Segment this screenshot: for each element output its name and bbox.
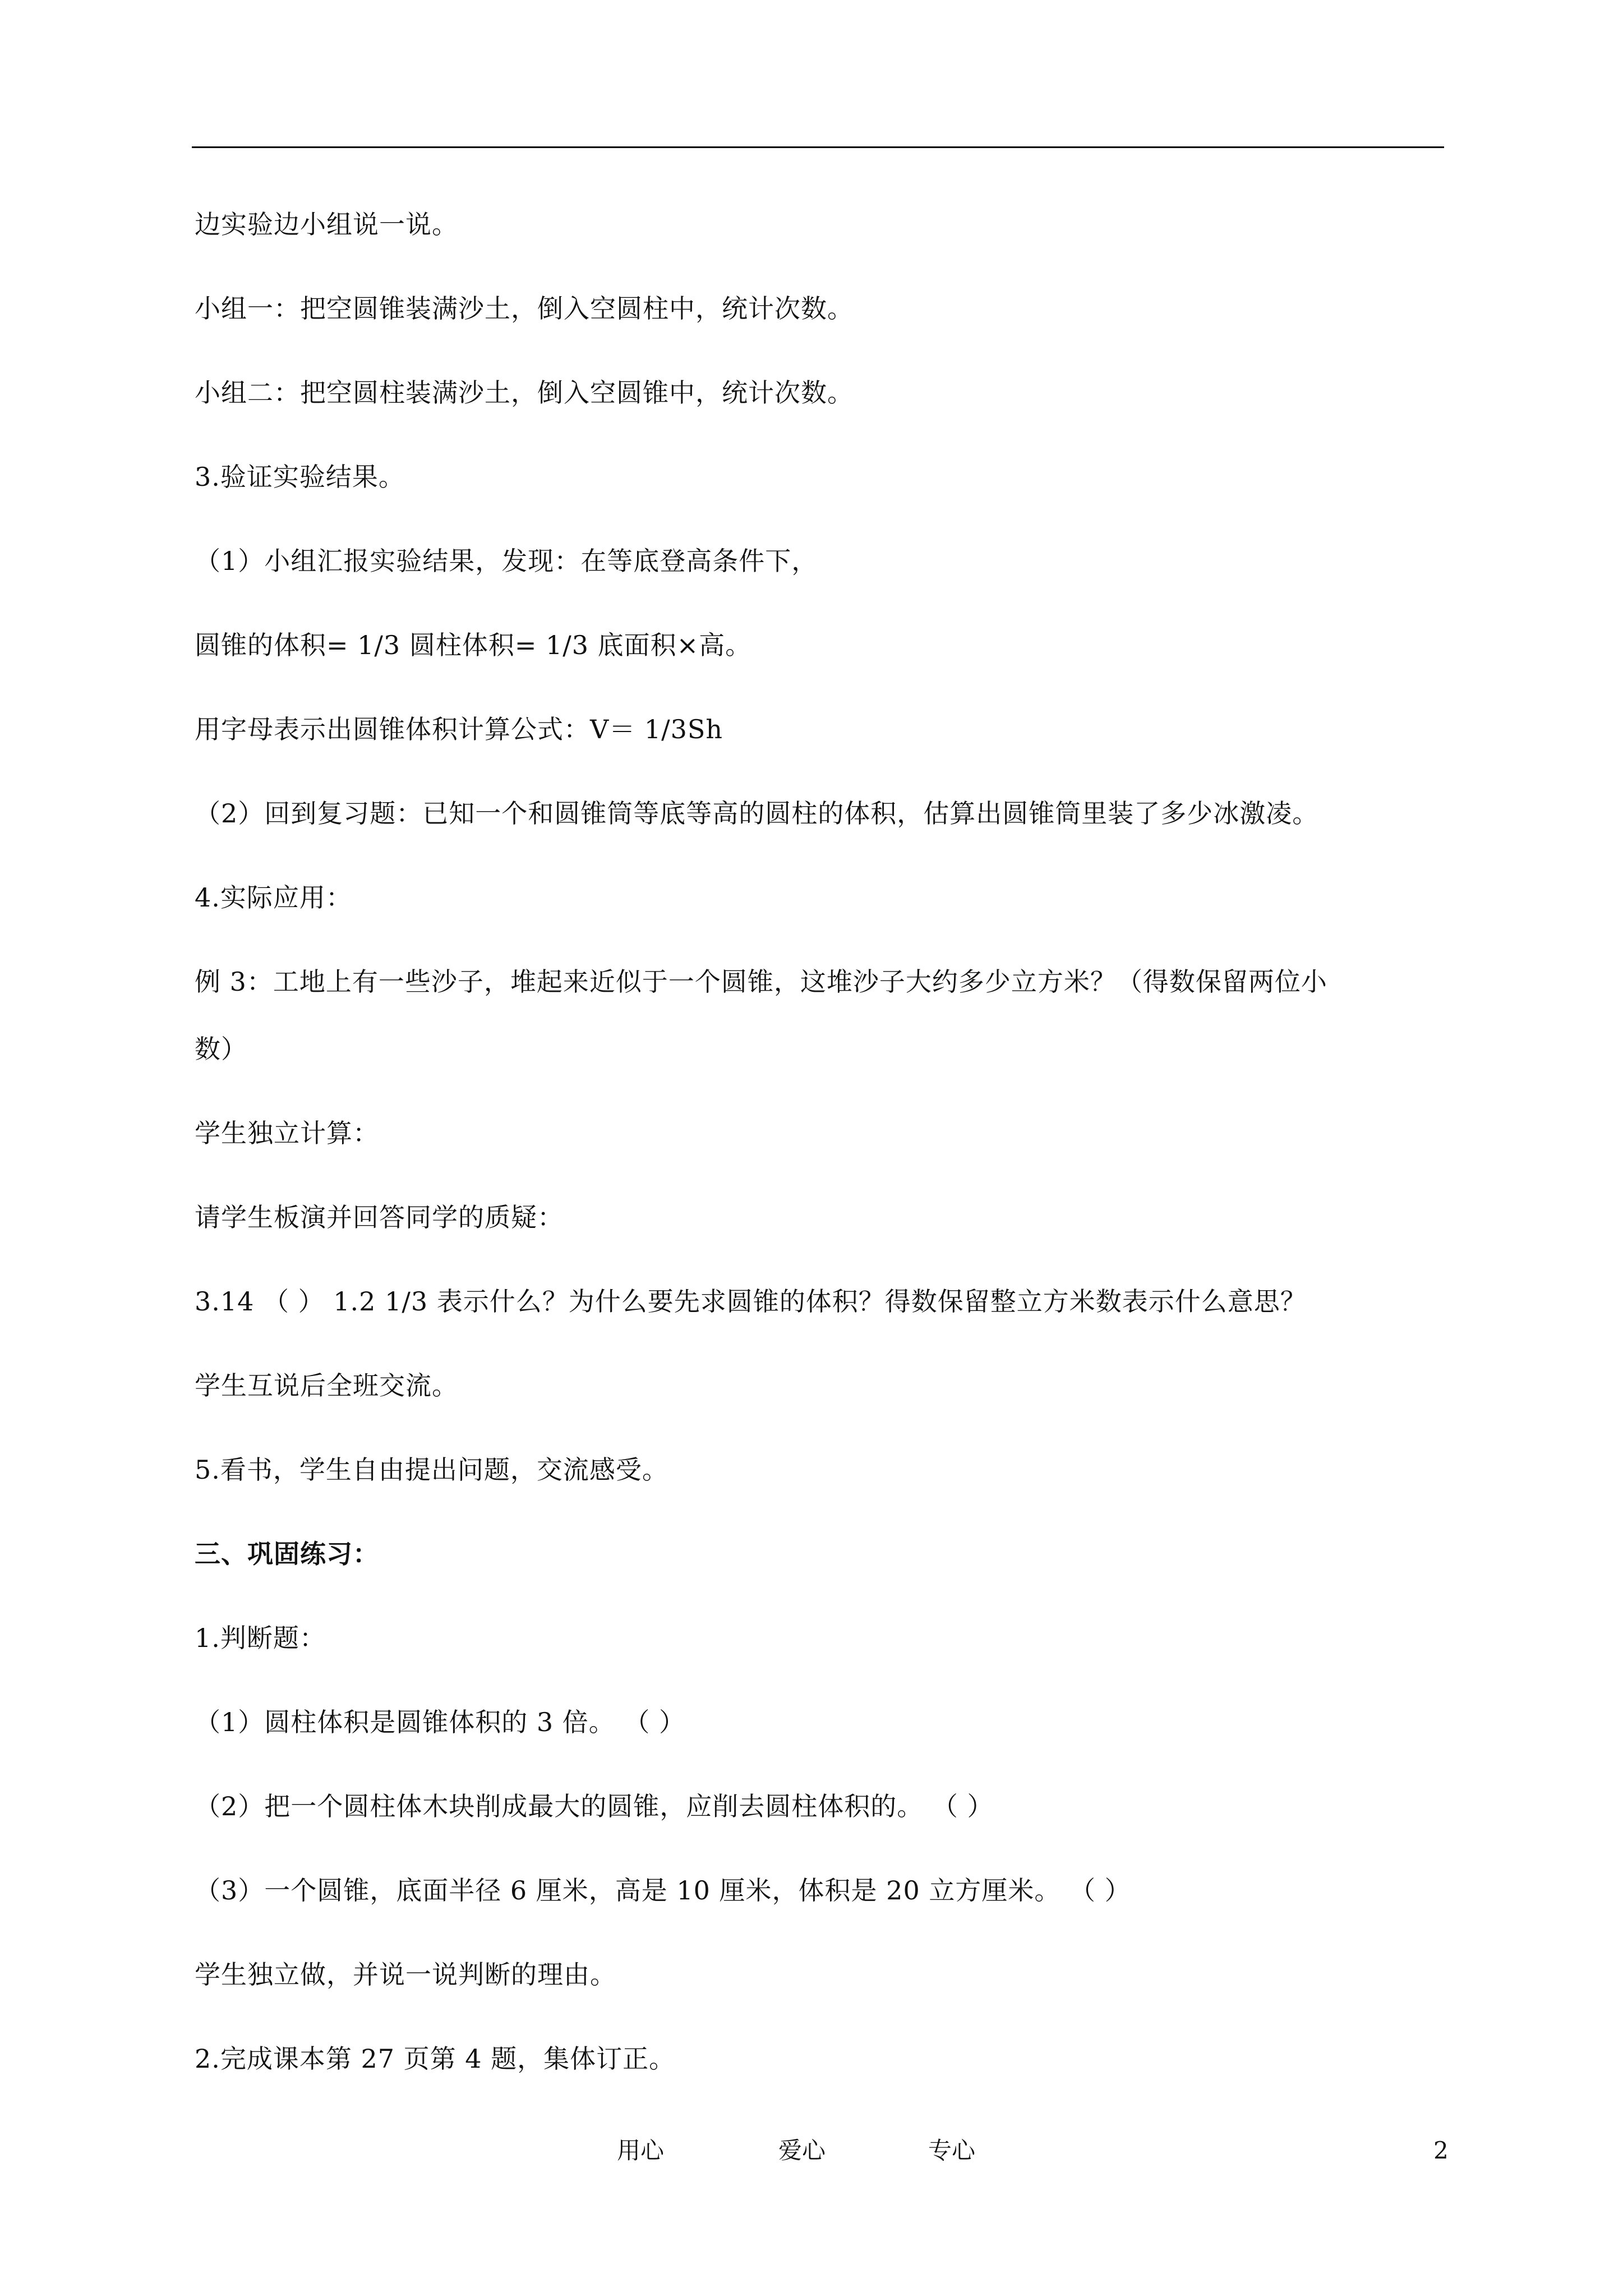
footer-motto-1: 用心: [617, 2137, 665, 2164]
page-number: 2: [1433, 2137, 1449, 2164]
footer-motto-3: 专心: [928, 2137, 976, 2164]
judgement-item-2: （2）把一个圆柱体木块削成最大的圆锥，应削去圆柱体积的。 （ ）: [195, 1791, 994, 1821]
paragraph-board-demo: 请学生板演并回答同学的质疑：: [195, 1202, 564, 1232]
paragraph-review: （2）回到复习题：已知一个和圆锥筒等底等高的圆柱的体积，估算出圆锥筒里装了多少冰激凌。: [195, 798, 1319, 829]
footer-motto-2: 爱心: [778, 2137, 826, 2164]
example-3-text-cont: 数）: [195, 1034, 247, 1064]
judgement-item-1: （1）圆柱体积是圆锥体积的 3 倍。 （ ）: [195, 1707, 686, 1737]
paragraph-report: （1）小组汇报实验结果，发现：在等底登高条件下，: [195, 546, 818, 576]
paragraph-questions: 3.14 （ ） 1.2 1/3 表示什么？为什么要先求圆锥的体积？得数保留整立方米数表示什么意思？: [195, 1286, 1307, 1317]
paragraph-formula: 用字母表示出圆锥体积计算公式：V＝ 1/3Sh: [195, 714, 723, 744]
paragraph-explain-reason: 学生独立做，并说一说判断的理由。: [195, 1959, 616, 1990]
example-3-text: 例 3：工地上有一些沙子，堆起来近似于一个圆锥，这堆沙子大约多少立方米？（得数保留两位小: [195, 967, 1327, 997]
paragraph-independent-calc: 学生独立计算：: [195, 1118, 379, 1148]
paragraph-group-two: 小组二：把空圆柱装满沙土，倒入空圆锥中，统计次数。: [195, 378, 854, 408]
step-5-text: 5.看书，学生自由提出问题，交流感受。: [195, 1455, 668, 1485]
step-3-heading: 3.验证实验结果。: [195, 462, 405, 492]
paragraph-intro: 边实验边小组说一说。: [195, 209, 458, 240]
step-4-heading: 4.实际应用：: [195, 882, 352, 913]
header-rule: [192, 146, 1444, 148]
section-3-heading: 三、巩固练习：: [195, 1539, 379, 1569]
paragraph-group-one: 小组一：把空圆锥装满沙土，倒入空圆柱中，统计次数。: [195, 293, 854, 324]
exercise-1-heading: 1.判断题：: [195, 1623, 326, 1653]
paragraph-class-exchange: 学生互说后全班交流。: [195, 1370, 458, 1401]
judgement-item-3: （3）一个圆锥，底面半径 6 厘米，高是 10 厘米，体积是 20 立方厘米。 （ ）: [195, 1875, 1131, 1906]
paragraph-volume-relation: 圆锥的体积= 1/3 圆柱体积= 1/3 底面积×高。: [195, 630, 752, 660]
exercise-2-text: 2.完成课本第 27 页第 4 题，集体订正。: [195, 2044, 676, 2074]
